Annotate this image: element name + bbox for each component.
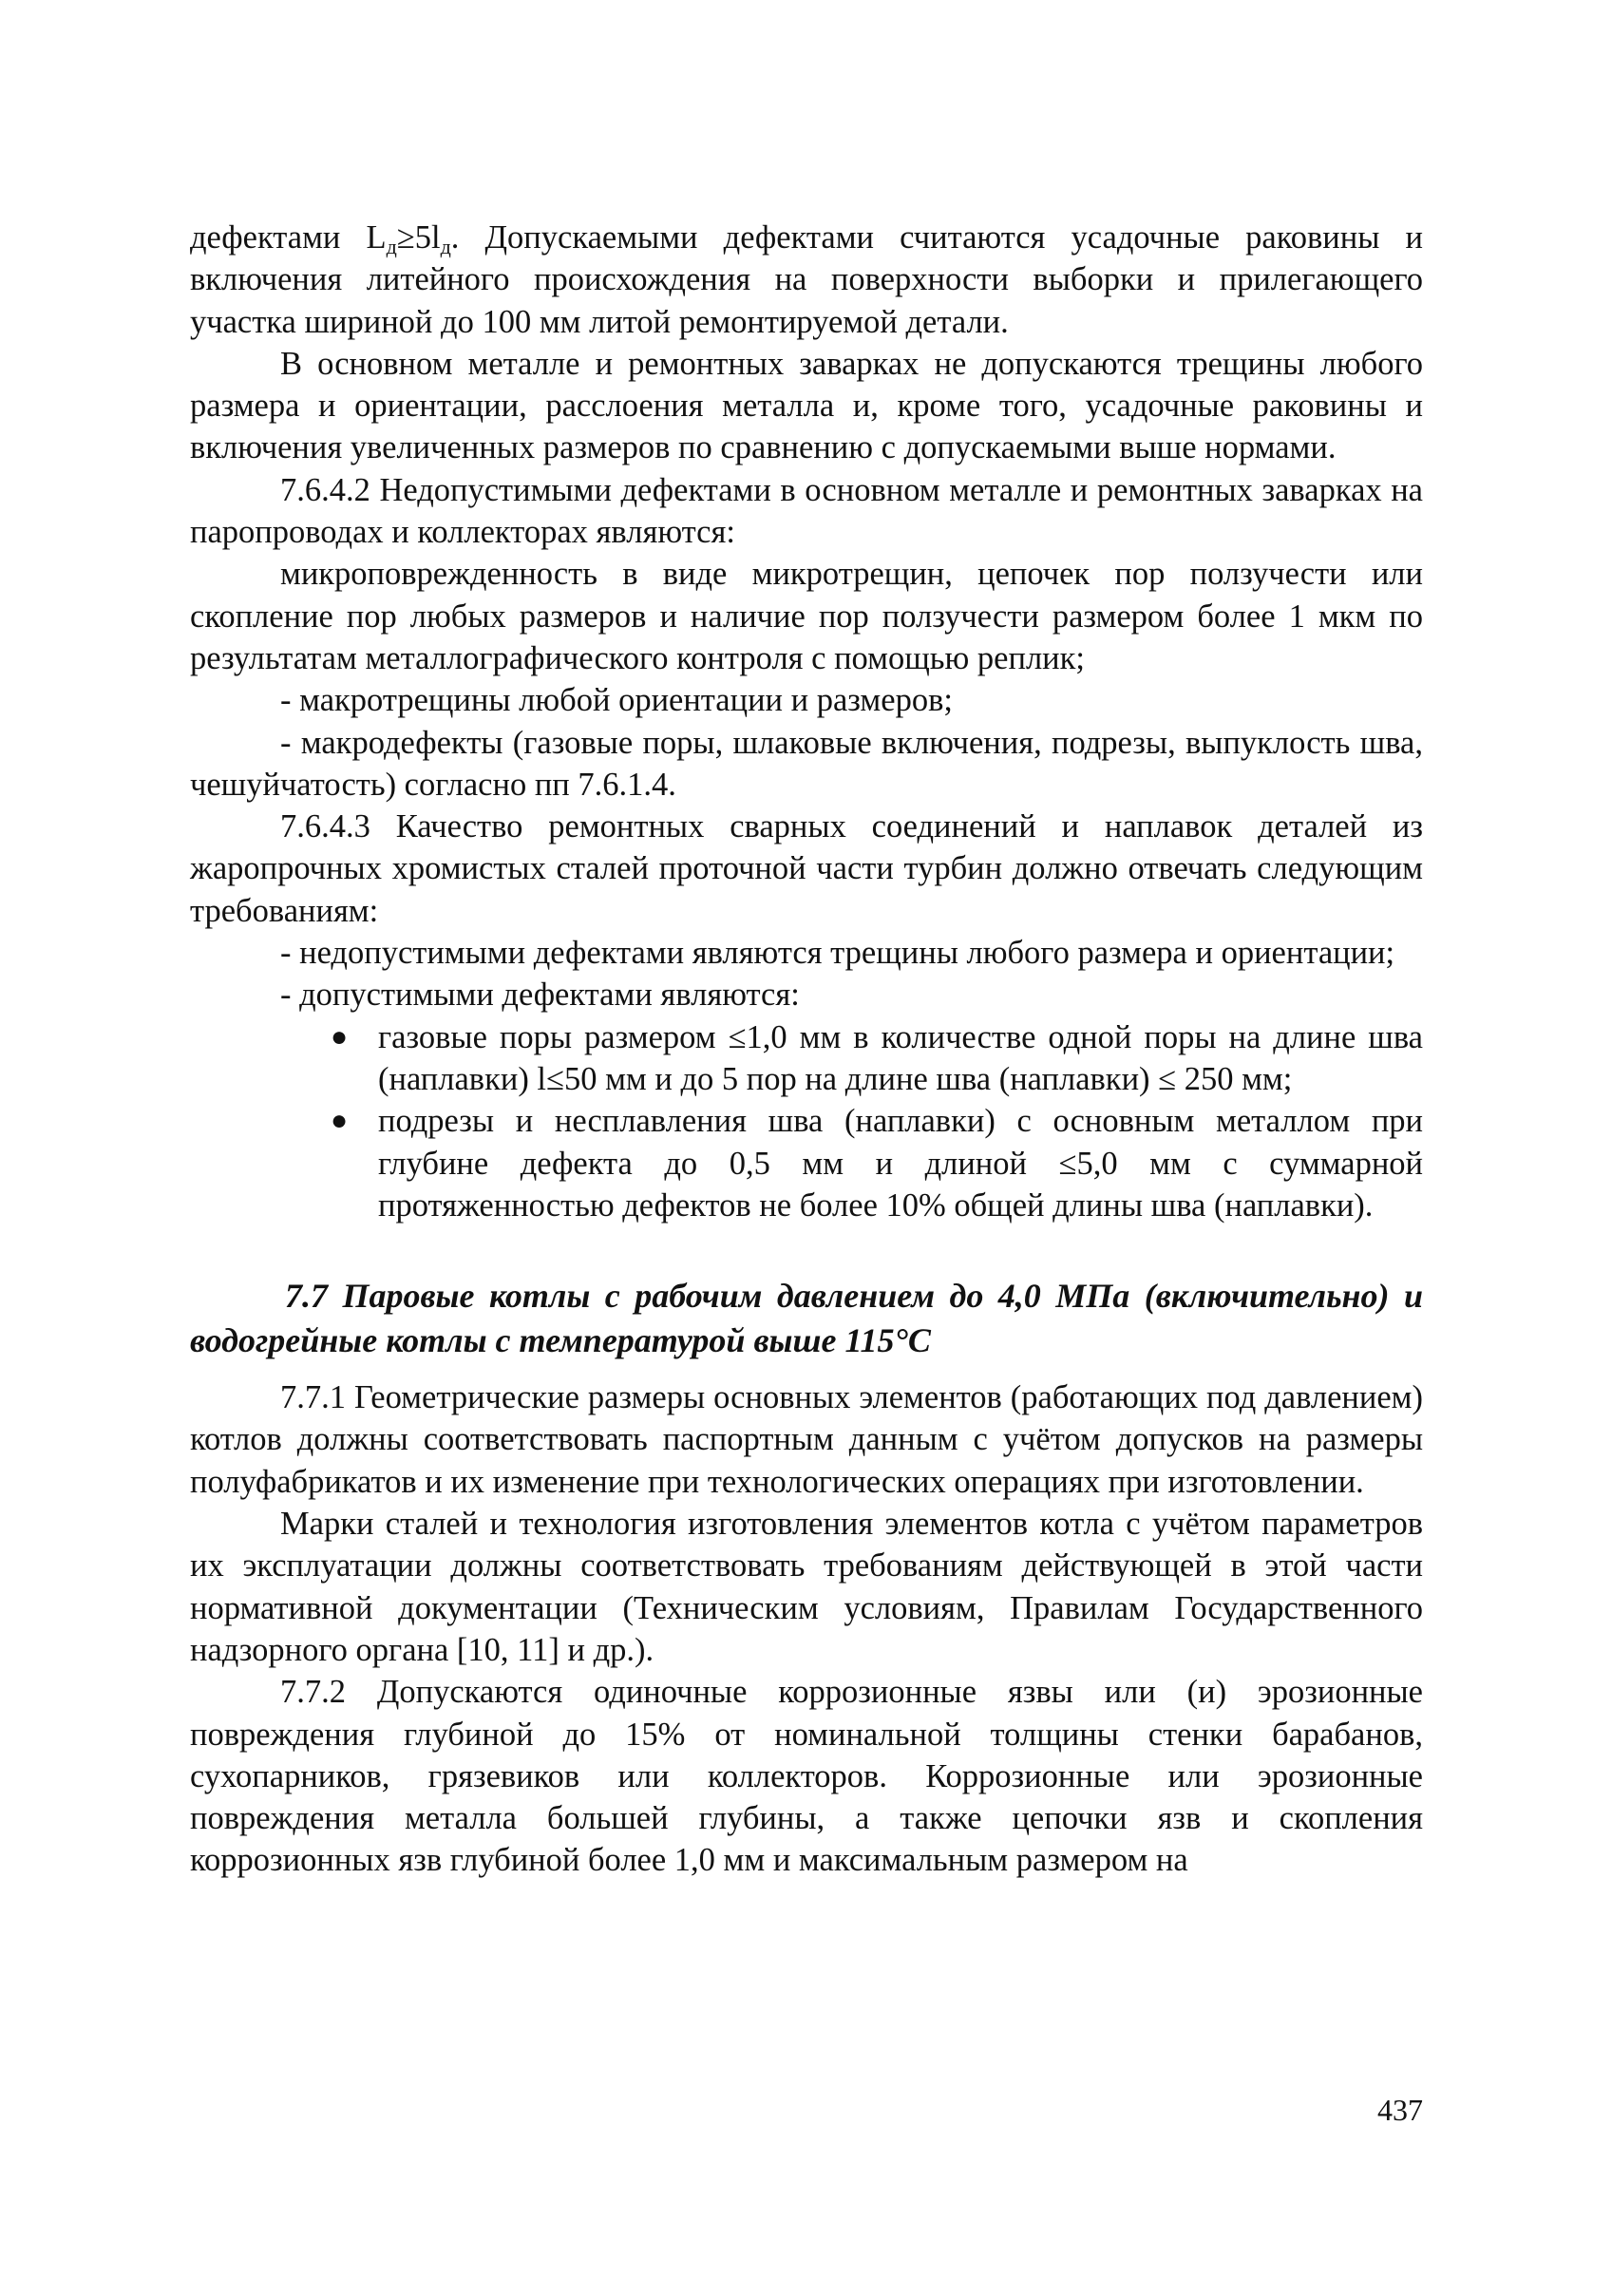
subscript: д	[386, 235, 397, 258]
list-item-admissible: - допустимыми дефектами являются:	[280, 977, 800, 1014]
bullet-list	[190, 1016, 1423, 1226]
paragraph-microdamage: микроповрежденность в виде микротрещин, цепочек пор ползучести или скопление пор любых размеров и наличие пор ползучести размером более 1 мкм по результатам металлографического контроля с помощью реплик;	[190, 556, 1423, 676]
bullet-icon: ●	[331, 1020, 349, 1053]
bullet-item-gas-pores	[190, 1016, 1423, 1101]
page-body	[190, 217, 1423, 1882]
page-number: 437	[1377, 2093, 1423, 2127]
list-item-macrocracks: - макротрещины любой ориентации и размеров;	[280, 682, 953, 719]
bullet-icon: ●	[331, 1105, 349, 1137]
bullet-item-undercuts	[190, 1100, 1423, 1226]
text-run: ≥5l	[396, 219, 441, 256]
paragraph-7-7-2: 7.7.2 Допускаются одиночные коррозионные язвы или (и) эрозионные повреждения глубиной до 15% от номинальной толщины стенки барабанов, сухопарников, грязевиков или коллекторов. Коррозионные или эрозионные повреждения металла большей глубины, а также цепочки язв и скопления коррозионных язв глубиной более 1,0 мм и максимальным размером на	[190, 1674, 1423, 1879]
text-run: дефектами L	[190, 219, 387, 256]
paragraph-base-metal: В основном металле и ремонтных заварках не допускаются трещины любого размера и ориентации, расслоения металла и, кроме того, усадочные раковины и включения увеличенных размеров по сравнению с допускаемыми выше нормами.	[190, 345, 1423, 466]
section-heading-7-7: 7.7 Паровые котлы с рабочим давлением до 4,0 МПа (включительно) и водогрейные котлы с температурой выше 115°С	[190, 1277, 1423, 1360]
paragraph-7-6-4-2: 7.6.4.2 Недопустимыми дефектами в основном металле и ремонтных заварках на паропроводах и коллекторах являются:	[190, 471, 1423, 551]
list-item-macrodefects: - макродефекты (газовые поры, шлаковые включения, подрезы, выпуклость шва, чешуйчатость) согласно пп 7.6.1.4.	[190, 724, 1423, 803]
paragraph-7-7-1: 7.7.1 Геометрические размеры основных элементов (работающих под давлением) котлов должны соответствовать паспортным данным с учётом допусков на размеры полуфабрикатов и их изменение при технологических операциях при изготовлении.	[190, 1379, 1423, 1500]
bullet-text: подрезы и несплавления шва (наплавки) с основным металлом при глубине дефекта до 0,5 мм и длиной ≤5,0 мм с суммарной протяженностью дефектов не более 10% общей длины шва (наплавки).	[378, 1103, 1423, 1224]
list-item-inadmissible: - недопустимыми дефектами являются трещины любого размера и ориентации;	[280, 935, 1395, 972]
bullet-text: газовые поры размером ≤1,0 мм в количестве одной поры на длине шва (наплавки) l≤50 мм и до 5 пор на длине шва (наплавки) ≤ 250 мм;	[378, 1018, 1423, 1097]
paragraph-continuation	[190, 217, 1423, 343]
text-run: . Допускаемыми дефектами считаются усадочные раковины и включения литейного происхождения на поверхности выборки и прилегающего участка шириной до 100 мм литой ремонтируемой детали.	[190, 219, 1423, 340]
paragraph-steel-grades: Марки сталей и технология изготовления элементов котла с учётом параметров их эксплуатации должны соответствовать требованиям действующей в этой части нормативной документации (Техническим условиям, Правилам Государственного надзорного органа [10, 11] и др.).	[190, 1506, 1423, 1668]
paragraph-7-6-4-3: 7.6.4.3 Качество ремонтных сварных соединений и наплавок деталей из жаропрочных хромистых сталей проточной части турбин должно отвечать следующим требованиям:	[190, 808, 1423, 929]
subscript: д	[440, 235, 451, 258]
